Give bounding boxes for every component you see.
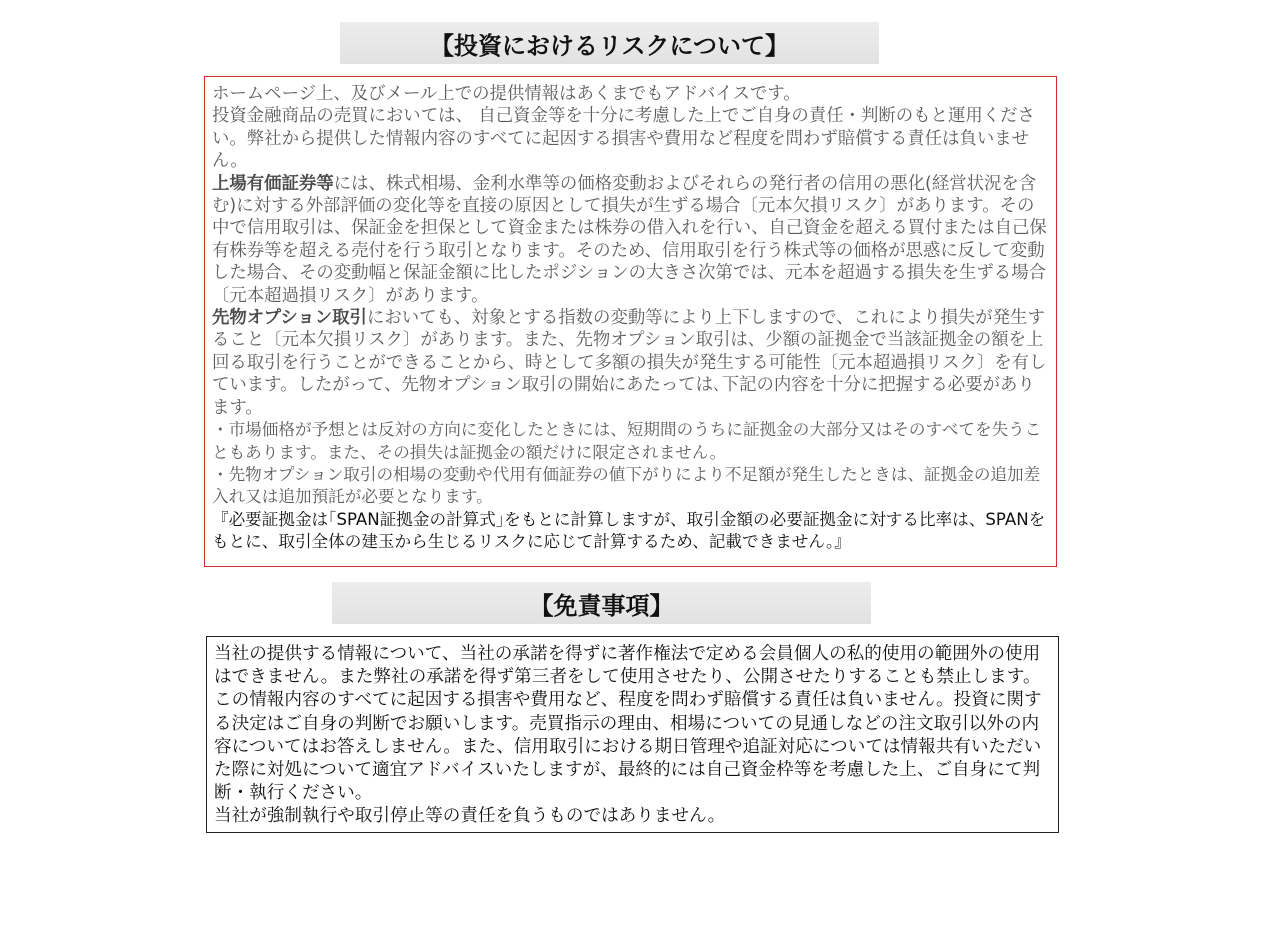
- disclaimer-box: [206, 636, 1059, 833]
- risk-bullet-market-price: ・市場価格が予想とは反対の方向に変化したときには、短期間のうちに証拠金の大部分又はそのすべてを失うこともあります。また、その損失は証拠金の額だけに限定されません。: [212, 420, 1042, 462]
- disclaimer-paragraph-usage: 当社の提供する情報について、当社の承諾を得ずに著作権法で定める会員個人の私的使用の範囲外の使用はできません。また弊社の承諾を得ず第三者をして使用させたり、公開させたりすることも禁止します。この情報内容のすべてに起因する損害や費用など、程度を問わず賠償する責任は負いません。投資に関する決定はご自身の判断でお願いします。売買指示の理由、相場についての見通しなどの注文取引以外の内容についてはお答えしません。また、信用取引における期日管理や追証対応については情報共有いただいた際に対処について適宜アドバイスいたしますが、最終的には自己資金枠等を考慮した上、ご自身にて判断・執行ください。: [214, 644, 1042, 804]
- listed-securities-text: には、株式相場、金利水準等の価格変動およびそれらの発行者の信用の悪化(経営状況を含む)に対する外部評価の変化等を直接の原因として損失が生ずる場合〔元本欠損リスク〕があります。その中で信用取引は、保証金を担保として資金または株券の借入れを行い、自己資金を超える買付または自己保有株券等を超える売付を行う取引となります。そのため、信用取引を行う株式等の価格が思惑に反して変動した場合、その変動幅と保証金額に比したポジションの大きさ次第では、元本を超過する損失を生ずる場合〔元本超過損リスク〕があります。: [212, 173, 1047, 306]
- listed-securities-term: 上場有価証券等: [212, 173, 334, 194]
- risk-paragraph-listed-securities: [212, 173, 1049, 307]
- futures-options-term: 先物オプション取引: [212, 308, 367, 329]
- span-margin-note: 『必要証拠金は｢SPAN証拠金の計算式｣をもとに計算しますが、取引金額の必要証拠金に対する比率は、SPANをもとに、取引全体の建玉から生じるリスクに応じて計算するため、記載できません。』: [212, 509, 1046, 552]
- risk-paragraph-self-responsibility: 投資金融商品の売買においては、 自己資金等を十分に考慮した上でご自身の責任・判断のもと運用ください。弊社から提供した情報内容のすべてに起因する損害や費用など程度を問わず賠償する責任は負いません。: [212, 106, 1035, 172]
- risk-notice-box: [204, 76, 1057, 567]
- disclaimer-paragraph-liability: 当社が強制執行や取引停止等の責任を負うものではありません。: [214, 806, 726, 827]
- risk-bullet-margin-call: ・先物オプション取引の相場の変動や代用有価証券の値下がりにより不足額が発生したときは、証拠金の追加差入れ又は追加預託が必要となります。: [212, 464, 1041, 507]
- risk-paragraph-futures-options: [212, 307, 1049, 419]
- risk-intro-text: ホームページ上、及びメール上での提供情報はあくまでもアドバイスです。: [212, 84, 801, 104]
- futures-options-text: においても、対象とする指数の変動等により上下しますので、これにより損失が発生すること〔元本欠損リスク〕があります。また、先物オプション取引は、少額の証拠金で当該証拠金の額を上回る取引を行うことができることから、時として多額の損失が発生する可能性〔元本超過損リスク〕を有しています。したがって、先物オプション取引の開始にあたっては､下記の内容を十分に把握する必要があります。: [212, 308, 1047, 418]
- disclaimer-section-heading: 【免責事項】: [332, 582, 871, 624]
- risk-section-heading: 【投資におけるリスクについて】: [340, 22, 879, 64]
